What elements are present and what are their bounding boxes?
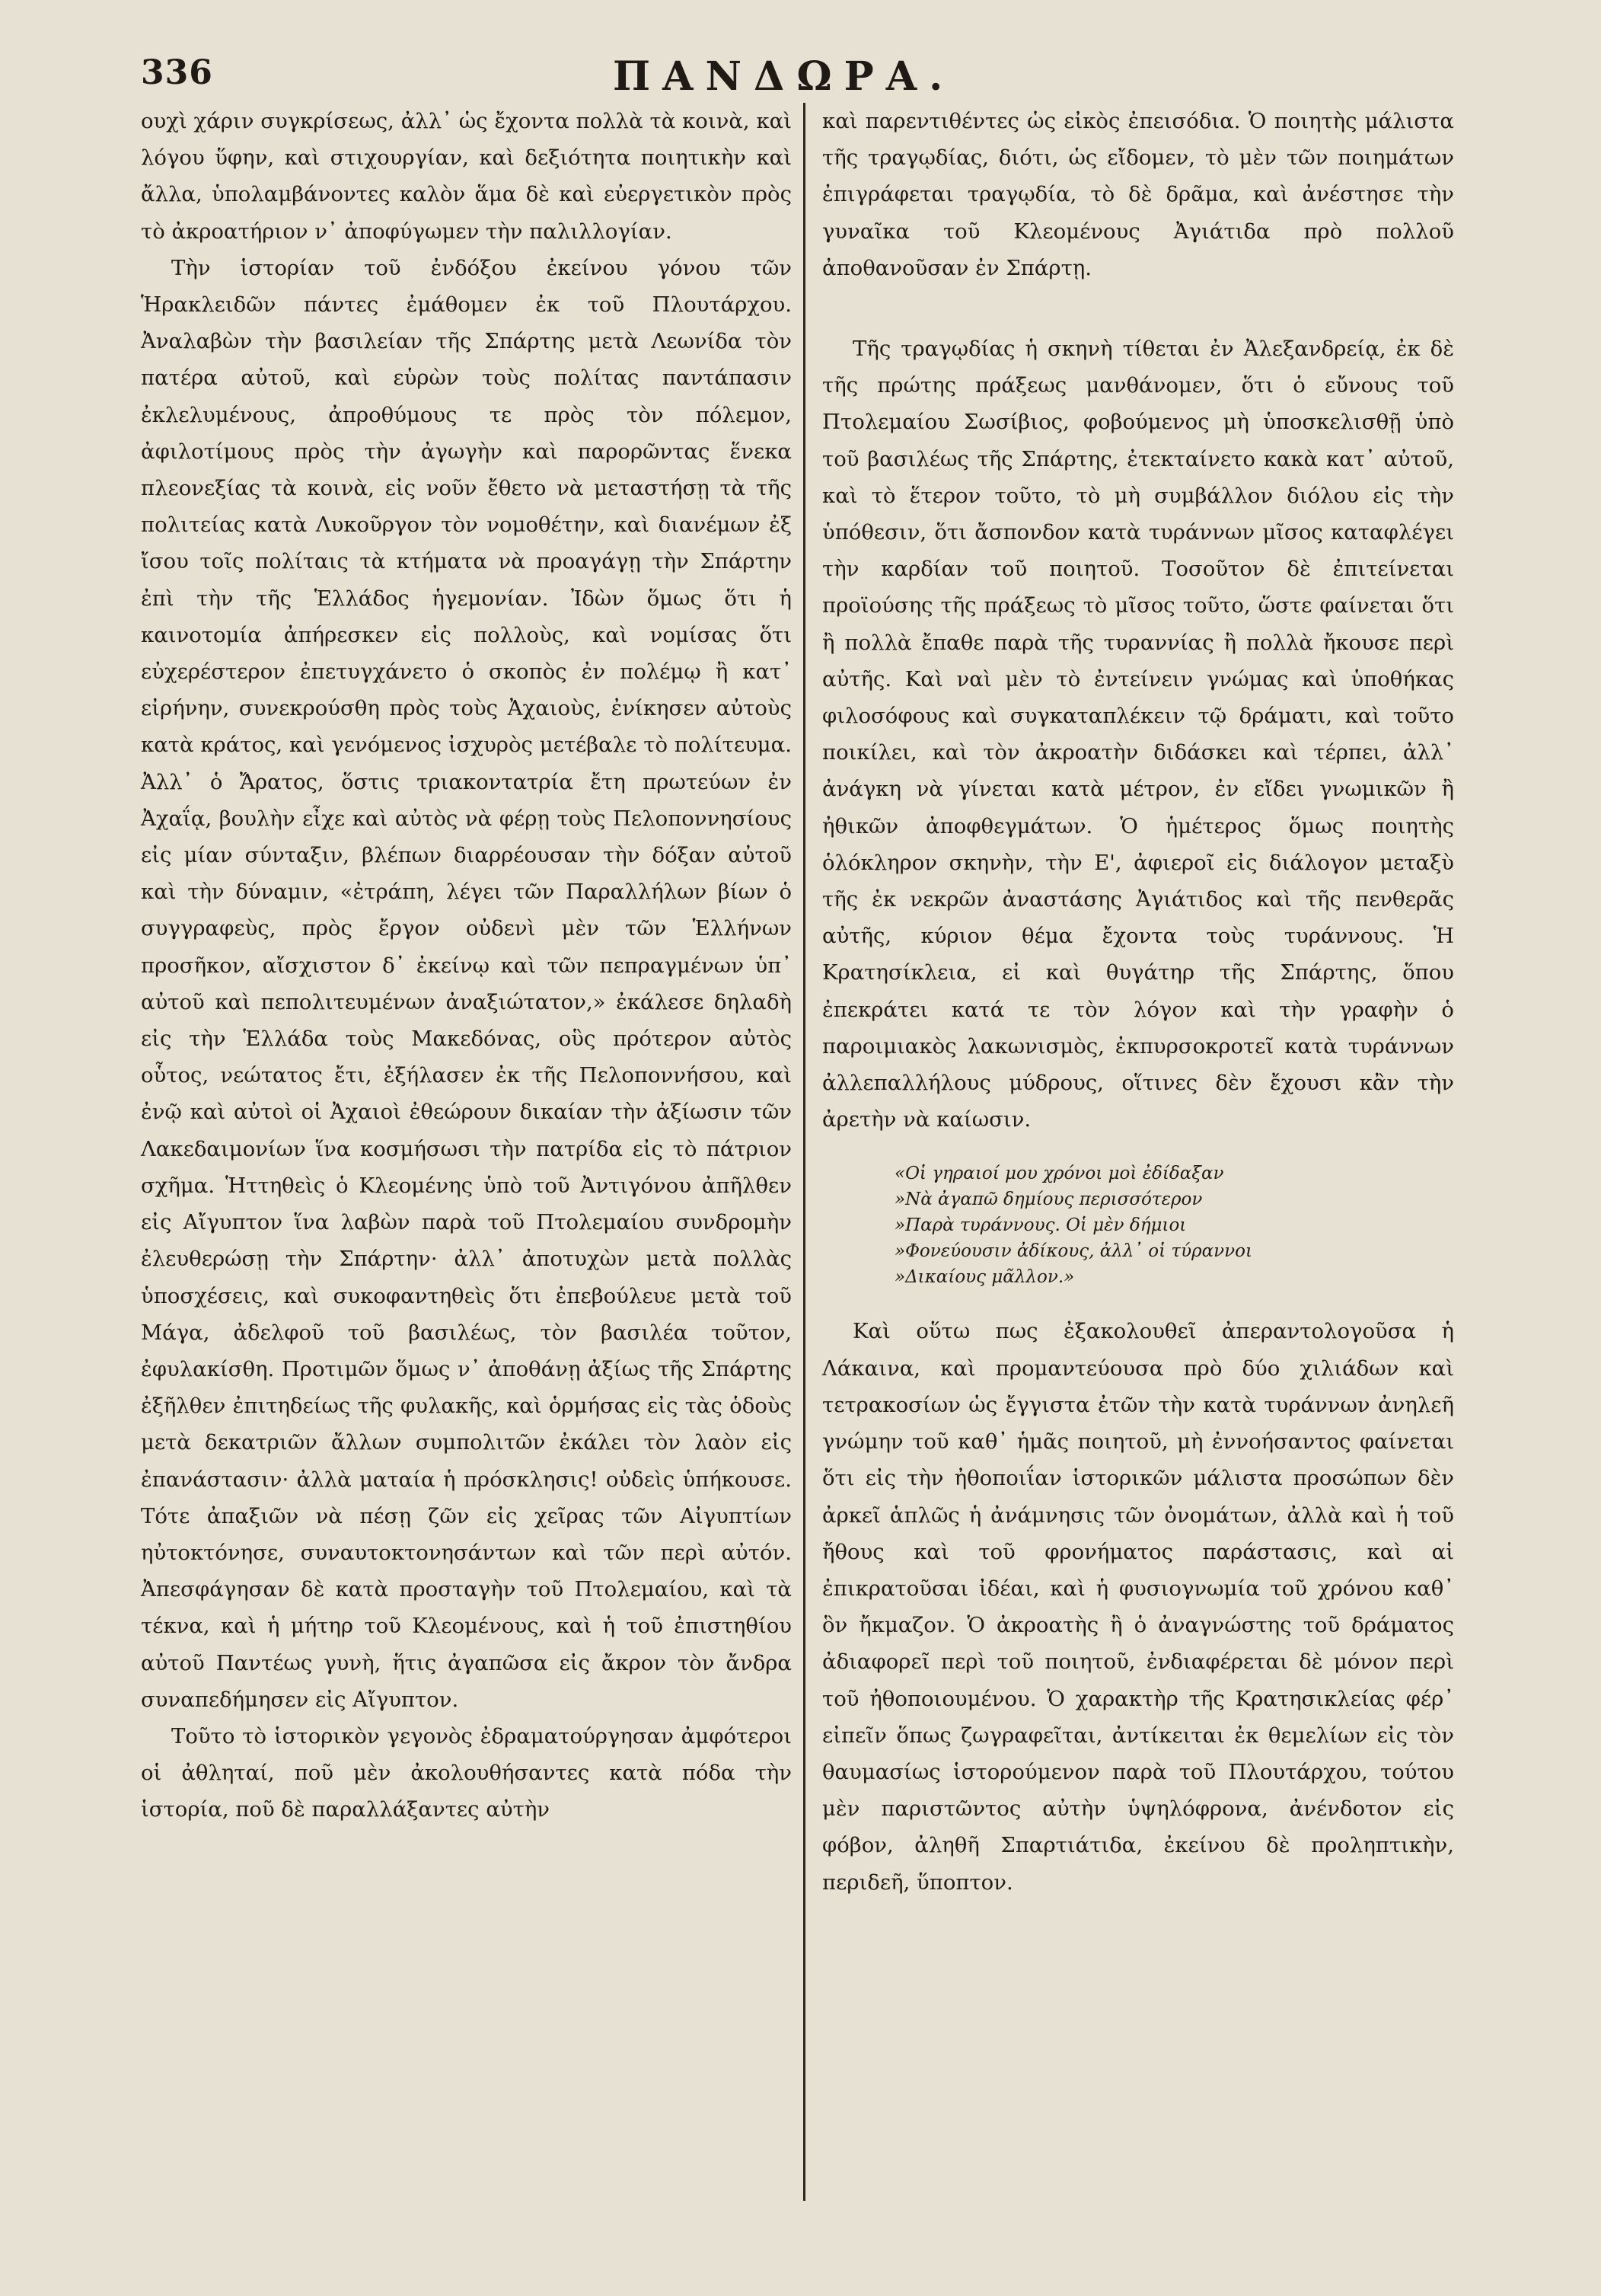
verse-line: «Οἱ γηραιοί μου χρόνοι μοὶ ἐδίδαξαν xyxy=(895,1164,1224,1184)
right-column xyxy=(822,103,1454,1901)
page-header xyxy=(141,46,1405,107)
paragraph: Τὴν ἱστορίαν τοῦ ἐνδόξου ἐκείνου γόνου τῶν Ἡρακλειδῶν πάντες ἐμάθομεν ἐκ τοῦ Πλουτάρχου. Ἀναλαβὼν τὴν βασιλείαν τῆς Σπάρτης μετὰ Λεωνίδα τὸν πατέρα αὐτοῦ, καὶ εὑρὼν τοὺς πολίτας παντάπασιν ἐκλελυμένους, ἀπροθύμους τε πρὸς τὸν πόλεμον, ἀφιλοτίμους πρὸς τὴν ἀγωγὴν καὶ παρορῶντας ἕνεκα πλεονεξίας τὰ κοινὰ, εἰς νοῦν ἔθετο νὰ μεταστήσῃ τὰ τῆς πολιτείας κατὰ Λυκοῦργον τὸν νομοθέτην, καὶ διανέμων ἐξ ἴσου τοῖς πολίταις τὰ κτήματα νὰ προαγάγῃ τὴν Σπάρτην ἐπὶ τὴν τῆς Ἑλλάδος ἡγεμονίαν. Ἰδὼν ὅμως ὅτι ἡ καινοτομία ἀπήρεσκεν εἰς πολλοὺς, καὶ νομίσας ὅτι εὐχερέστερον ἐπετυγχάνετο ὁ σκοπὸς ἐν πολέμῳ ἢ κατ᾽ εἰρήνην, συνεκρούσθη πρὸς τοὺς Ἀχαιοὺς, ἐνίκησεν αὐτοὺς κατὰ κράτος, καὶ γενόμενος ἰσχυρὸς μετέβαλε τὸ πολίτευμα. Ἀλλ᾽ ὁ Ἄρατος, ὅστις τριακοντατρία ἔτη πρωτεύων ἐν Ἀχαΐᾳ, βουλὴν εἶχε καὶ αὐτὸς νὰ φέρῃ τοὺς Πελοποννησίους εἰς μίαν σύνταξιν, βλέπων διαρρέουσαν τὴν δόξαν αὐτοῦ καὶ τὴν δύναμιν, «ἐτράπη, λέγει τῶν Παραλλήλων βίων ὁ συγγραφεὺς, πρὸς ἔργον οὐδενὶ μὲν τῶν Ἑλλήνων προσῆκον, αἴσχιστον δ᾽ ἐκείνῳ καὶ τῶν πεπραγμένων ὑπ᾽ αὐτοῦ καὶ πεπολιτευμένων ἀναξιώτατον,» ἐκάλεσε δηλαδὴ εἰς τὴν Ἑλλάδα τοὺς Μακεδόνας, οὓς πρότερον αὐτὸς οὗτος, νεώτατος ἔτι, ἐξήλασεν ἐκ τῆς Πελοποννήσου, καὶ ἐνῷ καὶ αὐτοὶ οἱ Ἀχαιοὶ ἐθεώρουν δικαίαν τὴν ἀξίωσιν τῶν Λακεδαιμονίων ἵνα κοσμήσωσι τὴν πατρίδα εἰς τὸ πάτριον σχῆμα. Ἡττηθεὶς ὁ Κλεομένης ὑπὸ τοῦ Ἀντιγόνου ἀπῆλθεν εἰς Αἴγυπτον ἵνα λαβὼν παρὰ τοῦ Πτολεμαίου συνδρομὴν ἐλευθερώσῃ τὴν Σπάρτην· ἀλλ᾽ ἀποτυχὼν μετὰ πολλὰς ὑποσχέσεις, καὶ συκοφαντηθεὶς ὅτι ἐπεβούλευε μετὰ τοῦ Μάγα, ἀδελφοῦ τοῦ βασιλέως, τὸν βασιλέα τοῦτον, ἐφυλακίσθη. Προτιμῶν ὅμως ν᾽ ἀποθάνῃ ἀξίως τῆς Σπάρτης ἐξῆλθεν ἐπιτηδείως τῆς φυλακῆς, καὶ ὁρμήσας εἰς τὰς ὁδοὺς μετὰ δεκατριῶν ἄλλων συμπολιτῶν ἐκάλει τὸν λαὸν εἰς ἐπανάστασιν· ἀλλὰ ματαία ἡ πρόσκλησις! οὐδεὶς ὑπήκουσε. Τότε ἀπαξιῶν νὰ πέσῃ ζῶν εἰς χεῖρας τῶν Αἰγυπτίων ηὐτοκτόνησε, συναυτοκτονησάντων καὶ τῶν περὶ αὐτόν. Ἀπεσφάγησαν δὲ κατὰ προσταγὴν τοῦ Πτολεμαίου, καὶ τὰ τέκνα, καὶ ἡ μήτηρ τοῦ Κλεομένους, καὶ ἡ τοῦ ἐπιστηθίου αὐτοῦ Παντέως γυνὴ, ἥτις ἀγαπῶσα εἰς ἄκρον τὸν ἄνδρα συναπεδήμησεν εἰς Αἴγυπτον. xyxy=(141,255,792,1712)
verse-line: »Δικαίους μᾶλλον.» xyxy=(895,1267,1075,1288)
paragraph: ουχὶ χάριν συγκρίσεως, ἀλλ᾽ ὡς ἔχοντα πολλὰ τὰ κοινὰ, καὶ λόγου ὕφην, καὶ στιχουργίαν, καὶ δεξιότητα ποιητικὴν καὶ ἄλλα, ὑπολαμβάνοντες καλὸν ἅμα δὲ καὶ εὐεργετικὸν πρὸς τὸ ἀκροατήριον ν᾽ ἀποφύγωμεν τὴν παλιλλογίαν. xyxy=(141,109,792,244)
column-divider xyxy=(803,103,805,2201)
verse-line: »Παρὰ τυράννους. Οἱ μὲν δήμιοι xyxy=(895,1215,1187,1236)
verse-quotation xyxy=(895,1161,1454,1290)
paragraph: Τοῦτο τὸ ἱστορικὸν γεγονὸς ἐδραματούργησαν ἀμφότεροι οἱ ἀθληταί, ποῦ μὲν ἀκολουθήσαντες κατὰ πόδα τὴν ἱστορία, ποῦ δὲ παραλλάξαντες αὐτὴν xyxy=(141,1723,792,1822)
paragraph: Καὶ οὕτω πως ἐξακολουθεῖ ἀπεραντολογοῦσα ἡ Λάκαινα, καὶ προμαντεύουσα πρὸ δύο χιλιάδων καὶ τετρακοσίων ὡς ἔγγιστα ἐτῶν τὴν κατὰ τυράννων ἀνηλεῆ γνώμην τοῦ καθ᾽ ἡμᾶς ποιητοῦ, μὴ ἐννοήσαντος φαίνεται ὅτι εἰς τὴν ἠθοποιΐαν ἱστορικῶν μάλιστα προσώπων δὲν ἀρκεῖ ἁπλῶς ἡ ἀνάμνησις τῶν ὀνομάτων, ἀλλὰ καὶ ἡ τοῦ ἤθους καὶ τοῦ φρονήματος παράστασις, καὶ αἱ ἐπικρατοῦσαι ἰδέαι, καὶ ἡ φυσιογνωμία τοῦ χρόνου καθ᾽ ὃν ἤκμαζον. Ὁ ἀκροατὴς ἢ ὁ ἀναγνώστης τοῦ δράματος ἀδιαφορεῖ περὶ τοῦ ποιητοῦ, ἐνδιαφέρεται δὲ μόνον περὶ τοῦ ἠθοποιουμένου. Ὁ χαρακτὴρ τῆς Κρατησικλείας φέρ᾽ εἰπεῖν ὅπως ζωγραφεῖται, ἀντίκειται ἐκ θεμελίων εἰς τὸν θαυμασίως ἱστορούμενον παρὰ τοῦ Πλουτάρχου, τούτου μὲν παριστῶντος αὐτὴν ὑψηλόφρονα, ἀνένδοτον εἰς φόβον, ἀληθῆ Σπαρτιάτιδα, ἐκείνου δὲ προληπτικὴν, περιδεῆ, ὕποπτον. xyxy=(822,1319,1454,1895)
journal-title: ΠΑΝΔΩΡΑ. xyxy=(613,53,955,100)
paragraph: Τῆς τραγῳδίας ἡ σκηνὴ τίθεται ἐν Ἀλεξανδρείᾳ, ἐκ δὲ τῆς πρώτης πράξεως μανθάνομεν, ὅτι ὁ εὔνους τοῦ Πτολεμαίου Σωσίβιος, φοβούμενος μὴ ὑποσκελισθῇ ὑπὸ τοῦ βασιλέως τῆς Σπάρτης, ἐτεκταίνετο κακὰ κατ᾽ αὐτοῦ, καὶ τὸ ἕτερον τοῦτο, τὸ μὴ συμβάλλον διόλου εἰς τὴν ὑπόθεσιν, ὅτι ἄσπονδον κατὰ τυράννων μῖσος καταφλέγει τὴν καρδίαν τοῦ ποιητοῦ. Τοσοῦτον δὲ ἐπιτείνεται προϊούσης τῆς πράξεως τὸ μῖσος τοῦτο, ὥστε φαίνεται ὅτι ἢ πολλὰ ἔπαθε παρὰ τῆς τυραννίας ἢ πολλὰ ἤκουσε περὶ αὐτῆς. Καὶ ναὶ μὲν τὸ ἐντείνειν γνώμας καὶ ὑποθήκας φιλοσόφους καὶ συγκαταπλέκειν τῷ δράματι, καὶ τοῦτο ποικίλει, καὶ τὸν ἀκροατὴν διδάσκει καὶ τέρπει, ἀλλ᾽ ἀνάγκη νὰ γίνεται κατὰ μέτρον, ἐν εἴδει γνωμικῶν ἢ ἠθικῶν ἀποφθεγμάτων. Ὁ ἡμέτερος ὅμως ποιητὴς ὁλόκληρον σκηνὴν, τὴν Ε', ἀφιεροῖ εἰς διάλογον μεταξὺ τῆς ἐκ νεκρῶν ἀναστάσης Ἀγιάτιδος καὶ τῆς πενθερᾶς αὐτῆς, κύριον θέμα ἔχοντα τοὺς τυράννους. Ἡ Κρατησίκλεια, εἰ καὶ θυγάτηρ τῆς Σπάρτης, ὅπου ἐπεκράτει κατά τε τὸν λόγον καὶ τὴν γραφὴν ὁ παροιμιακὸς λακωνισμὸς, ἐκπυρσοκροτεῖ κατὰ τυράννων ἀλλεπαλλήλους μύδρους, οἵτινες δὲν ἔχουσι κἂν τὴν ἀρετὴν νὰ καίωσιν. xyxy=(822,337,1454,1132)
verse-line: »Νὰ ἀγαπῶ δημίους περισσότερον xyxy=(895,1190,1203,1210)
verse-line: »Φονεύουσιν ἀδίκους, ἀλλ᾽ οἱ τύραννοι xyxy=(895,1241,1252,1262)
paragraph: καὶ παρεντιθέντες ὡς εἰκὸς ἐπεισόδια. Ὁ ποιητὴς μάλιστα τῆς τραγῳδίας, διότι, ὡς εἴδομεν, τὸ μὲν τῶν ποιημάτων ἐπιγράφεται τραγῳδία, τὸ δὲ δρᾶμα, καὶ ἀνέστησε τὴν γυναῖκα τοῦ Κλεομένους Ἀγιάτιδα πρὸ πολλοῦ ἀποθανοῦσαν ἐν Σπάρτῃ. xyxy=(822,109,1454,280)
page-number: 336 xyxy=(141,53,213,92)
left-column xyxy=(141,103,792,1828)
